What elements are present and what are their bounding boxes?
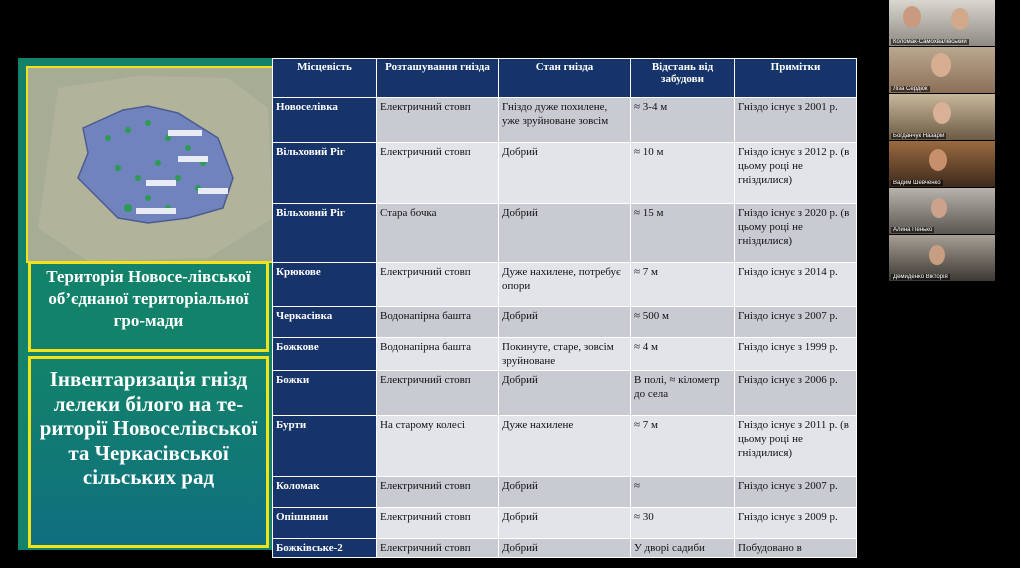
cell-distance: ≈ 30 — [631, 508, 735, 539]
cell-state: Покинуте, старе, зовсім зруйноване — [499, 338, 631, 371]
cell-position: Стара бочка — [377, 204, 499, 263]
cell-state: Дуже нахилене — [499, 416, 631, 477]
map-graphic — [28, 68, 273, 261]
cell-location: Божки — [273, 371, 377, 416]
cell-distance: ≈ 10 м — [631, 143, 735, 204]
cell-position: Електричний стовп — [377, 539, 499, 558]
participant-tile[interactable] — [889, 188, 995, 234]
header-nest-state: Стан гнізда — [499, 59, 631, 98]
cell-state: Добрий — [499, 204, 631, 263]
table-row — [273, 307, 857, 338]
cell-distance: ≈ — [631, 477, 735, 508]
cell-position: Водонапірна башта — [377, 307, 499, 338]
cell-notes: Гніздо існує з 2006 р. — [735, 371, 857, 416]
cell-distance: ≈ 3-4 м — [631, 98, 735, 143]
participant-name: Ліза Сердюк — [893, 86, 928, 92]
table-row — [273, 98, 857, 143]
cell-state: Добрий — [499, 307, 631, 338]
cell-location: Вільховий Ріг — [273, 204, 377, 263]
participant-tile[interactable] — [889, 0, 995, 46]
cell-state: Добрий — [499, 539, 631, 558]
cell-distance: У дворі садиби — [631, 539, 735, 558]
table-row — [273, 263, 857, 307]
cell-location: Божкове — [273, 338, 377, 371]
slide-title: Інвентаризація гнізд лелеки білого на те-риторії Новоселівської та Черкасівської сільських рад — [28, 356, 269, 548]
cell-notes: Гніздо існує з 2001 р. — [735, 98, 857, 143]
cell-state: Добрий — [499, 508, 631, 539]
cell-position: Електричний стовп — [377, 508, 499, 539]
cell-distance: ≈ 15 м — [631, 204, 735, 263]
cell-position: Електричний стовп — [377, 371, 499, 416]
table-row — [273, 477, 857, 508]
cell-distance: ≈ 500 м — [631, 307, 735, 338]
header-distance: Відстань від забудови — [631, 59, 735, 98]
cell-position: Електричний стовп — [377, 477, 499, 508]
cell-distance: ≈ 7 м — [631, 416, 735, 477]
cell-position: Електричний стовп — [377, 263, 499, 307]
cell-notes: Гніздо існує з 2009 р. — [735, 508, 857, 539]
participant-video-strip — [889, 0, 995, 282]
cell-notes: Побудовано в — [735, 539, 857, 558]
participant-tile[interactable] — [889, 47, 995, 93]
cell-location: Черкасівка — [273, 307, 377, 338]
cell-position: Водонапірна башта — [377, 338, 499, 371]
participant-name: Вадим Шевченко — [893, 180, 941, 186]
cell-notes: Гніздо існує з 2014 р. — [735, 263, 857, 307]
cell-state: Дуже нахилене, потребує опори — [499, 263, 631, 307]
territory-caption: Територія Новосе-лівської об’єднаної територіальної гро-мади — [28, 261, 269, 352]
cell-distance: В полі, ≈ кілометр до села — [631, 371, 735, 416]
cell-state: Добрий — [499, 371, 631, 416]
cell-location: Божківське-2 — [273, 539, 377, 558]
cell-location: Новоселівка — [273, 98, 377, 143]
table-header-row — [273, 59, 857, 98]
header-nest-position: Розташування гнізда — [377, 59, 499, 98]
cell-location: Крюкове — [273, 263, 377, 307]
cell-position: На старому колесі — [377, 416, 499, 477]
cell-state: Добрий — [499, 143, 631, 204]
cell-notes: Гніздо існує з 2007 р. — [735, 307, 857, 338]
cell-state: Гніздо дуже похилене, уже зруйноване зовсім — [499, 98, 631, 143]
participant-tile[interactable] — [889, 141, 995, 187]
participant-name: Демиденко Вікторія — [893, 274, 948, 280]
cell-notes: Гніздо існує з 2011 р. (в цьому році не гніздилися) — [735, 416, 857, 477]
cell-position: Електричний стовп — [377, 143, 499, 204]
cell-state: Добрий — [499, 477, 631, 508]
table-row — [273, 508, 857, 539]
nest-inventory-table — [272, 58, 857, 558]
cell-distance: ≈ 4 м — [631, 338, 735, 371]
participant-name: Богданчук Назарій — [893, 133, 945, 139]
participant-face — [951, 8, 969, 30]
territory-map — [26, 66, 275, 263]
cell-notes: Гніздо існує з 2007 р. — [735, 477, 857, 508]
participant-tile[interactable] — [889, 235, 995, 281]
cell-location: Опішняни — [273, 508, 377, 539]
participant-tile[interactable] — [889, 94, 995, 140]
header-notes: Примітки — [735, 59, 857, 98]
header-location: Місцевість — [273, 59, 377, 98]
cell-position: Електричний стовп — [377, 98, 499, 143]
cell-location: Коломак — [273, 477, 377, 508]
table-row — [273, 416, 857, 477]
table-row — [273, 204, 857, 263]
table-row — [273, 371, 857, 416]
participant-face — [929, 245, 945, 265]
participant-face — [903, 6, 921, 28]
participant-face — [931, 198, 947, 218]
cell-distance: ≈ 7 м — [631, 263, 735, 307]
table-row — [273, 338, 857, 371]
cell-location: Бурти — [273, 416, 377, 477]
participant-name: Алина Пенько — [893, 227, 933, 233]
participant-face — [929, 149, 947, 171]
cell-notes: Гніздо існує з 2020 р. (в цьому році не гніздилися) — [735, 204, 857, 263]
participant-name: Коломак-Самохвалівський — [893, 39, 967, 45]
cell-notes: Гніздо існує з 1999 р. — [735, 338, 857, 371]
table-row — [273, 143, 857, 204]
cell-location: Вільховий Ріг — [273, 143, 377, 204]
participant-face — [933, 102, 951, 124]
participant-face — [931, 53, 951, 77]
table-row — [273, 539, 857, 558]
cell-notes: Гніздо існує з 2012 р. (в цьому році не гніздилися) — [735, 143, 857, 204]
